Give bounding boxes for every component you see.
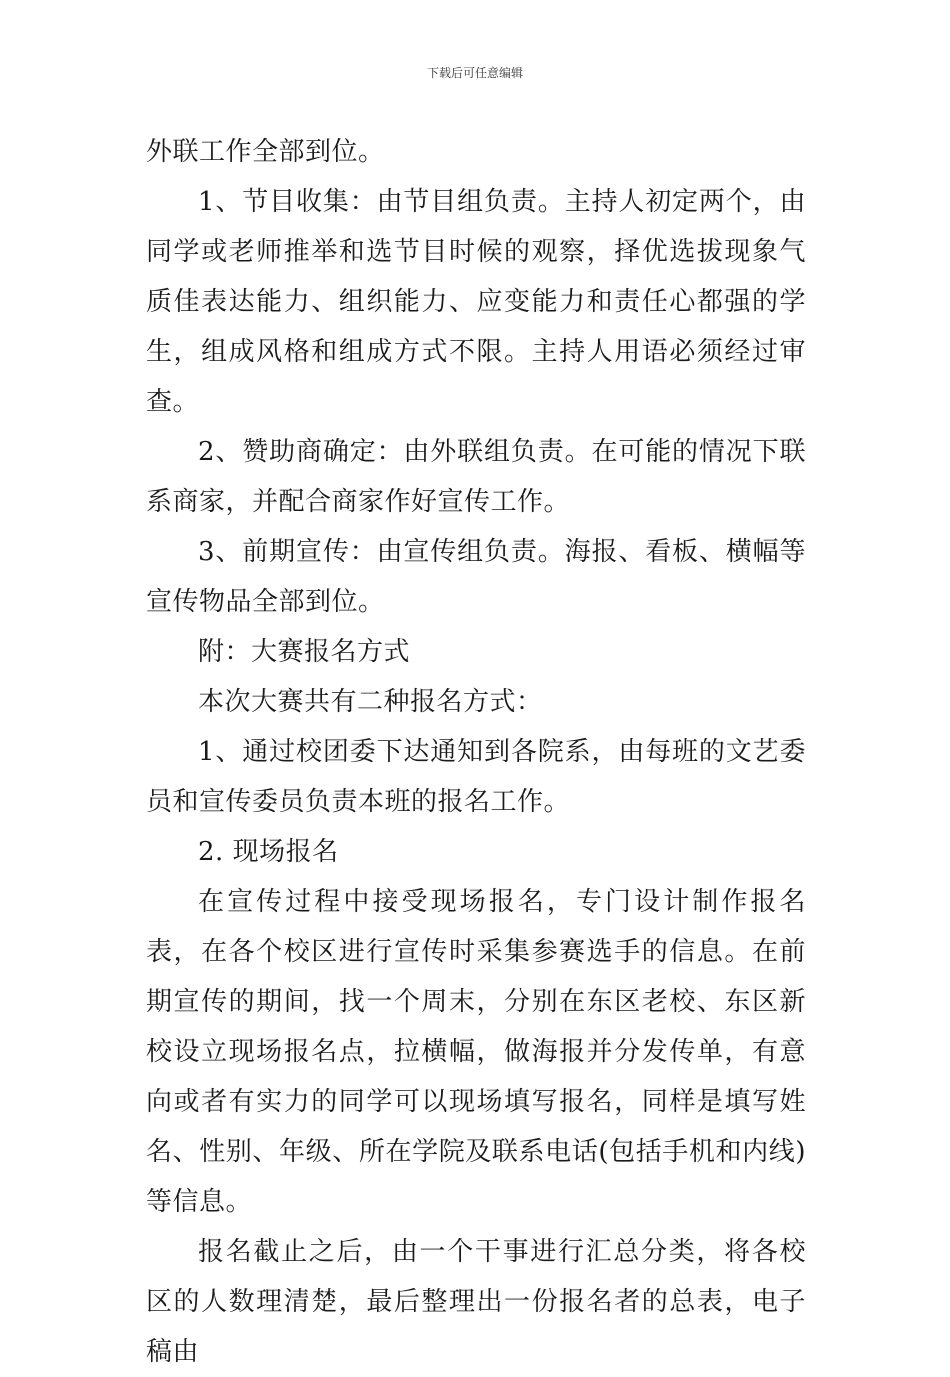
- paragraph: 本次大赛共有二种报名方式：: [198, 687, 543, 717]
- page-header: 下载后可任意编辑: [426, 66, 523, 80]
- document-body: [146, 127, 806, 1377]
- paragraph: 附：大赛报名方式: [198, 637, 411, 667]
- paragraph: 1、通过校团委下达通知到各院系，由每班的文艺委员和宣传委员负责本班的报名工作。: [146, 737, 806, 817]
- paragraph: 在宣传过程中接受现场报名，专门设计制作报名表，在各个校区进行宣传时采集参赛选手的信息。在前期宣传的期间，找一个周末，分别在东区老校、东区新校设立现场报名点，拉横幅，做海报并分发传单，有意向或者有实力的同学可以现场填写报名，同样是填写姓名、性别、年级、所在学院及联系电话(包括手机和内线)等信息。: [146, 887, 806, 1217]
- paragraph: 3、前期宣传：由宣传组负责。海报、看板、横幅等宣传物品全部到位。: [146, 537, 806, 617]
- paragraph: 1、节目收集：由节目组负责。主持人初定两个，由同学或老师推举和选节目时候的观察，择优选拔现象气质佳表达能力、组织能力、应变能力和责任心都强的学生，组成风格和组成方式不限。主持人用语必须经过审查。: [146, 187, 806, 417]
- paragraph: 报名截止之后，由一个干事进行汇总分类，将各校区的人数理清楚，最后整理出一份报名者的总表，电子稿由: [146, 1237, 806, 1367]
- paragraph: 外联工作全部到位。: [146, 137, 385, 167]
- paragraph: 2、赞助商确定：由外联组负责。在可能的情况下联系商家，并配合商家作好宣传工作。: [146, 437, 806, 517]
- paragraph: 2. 现场报名: [198, 837, 339, 867]
